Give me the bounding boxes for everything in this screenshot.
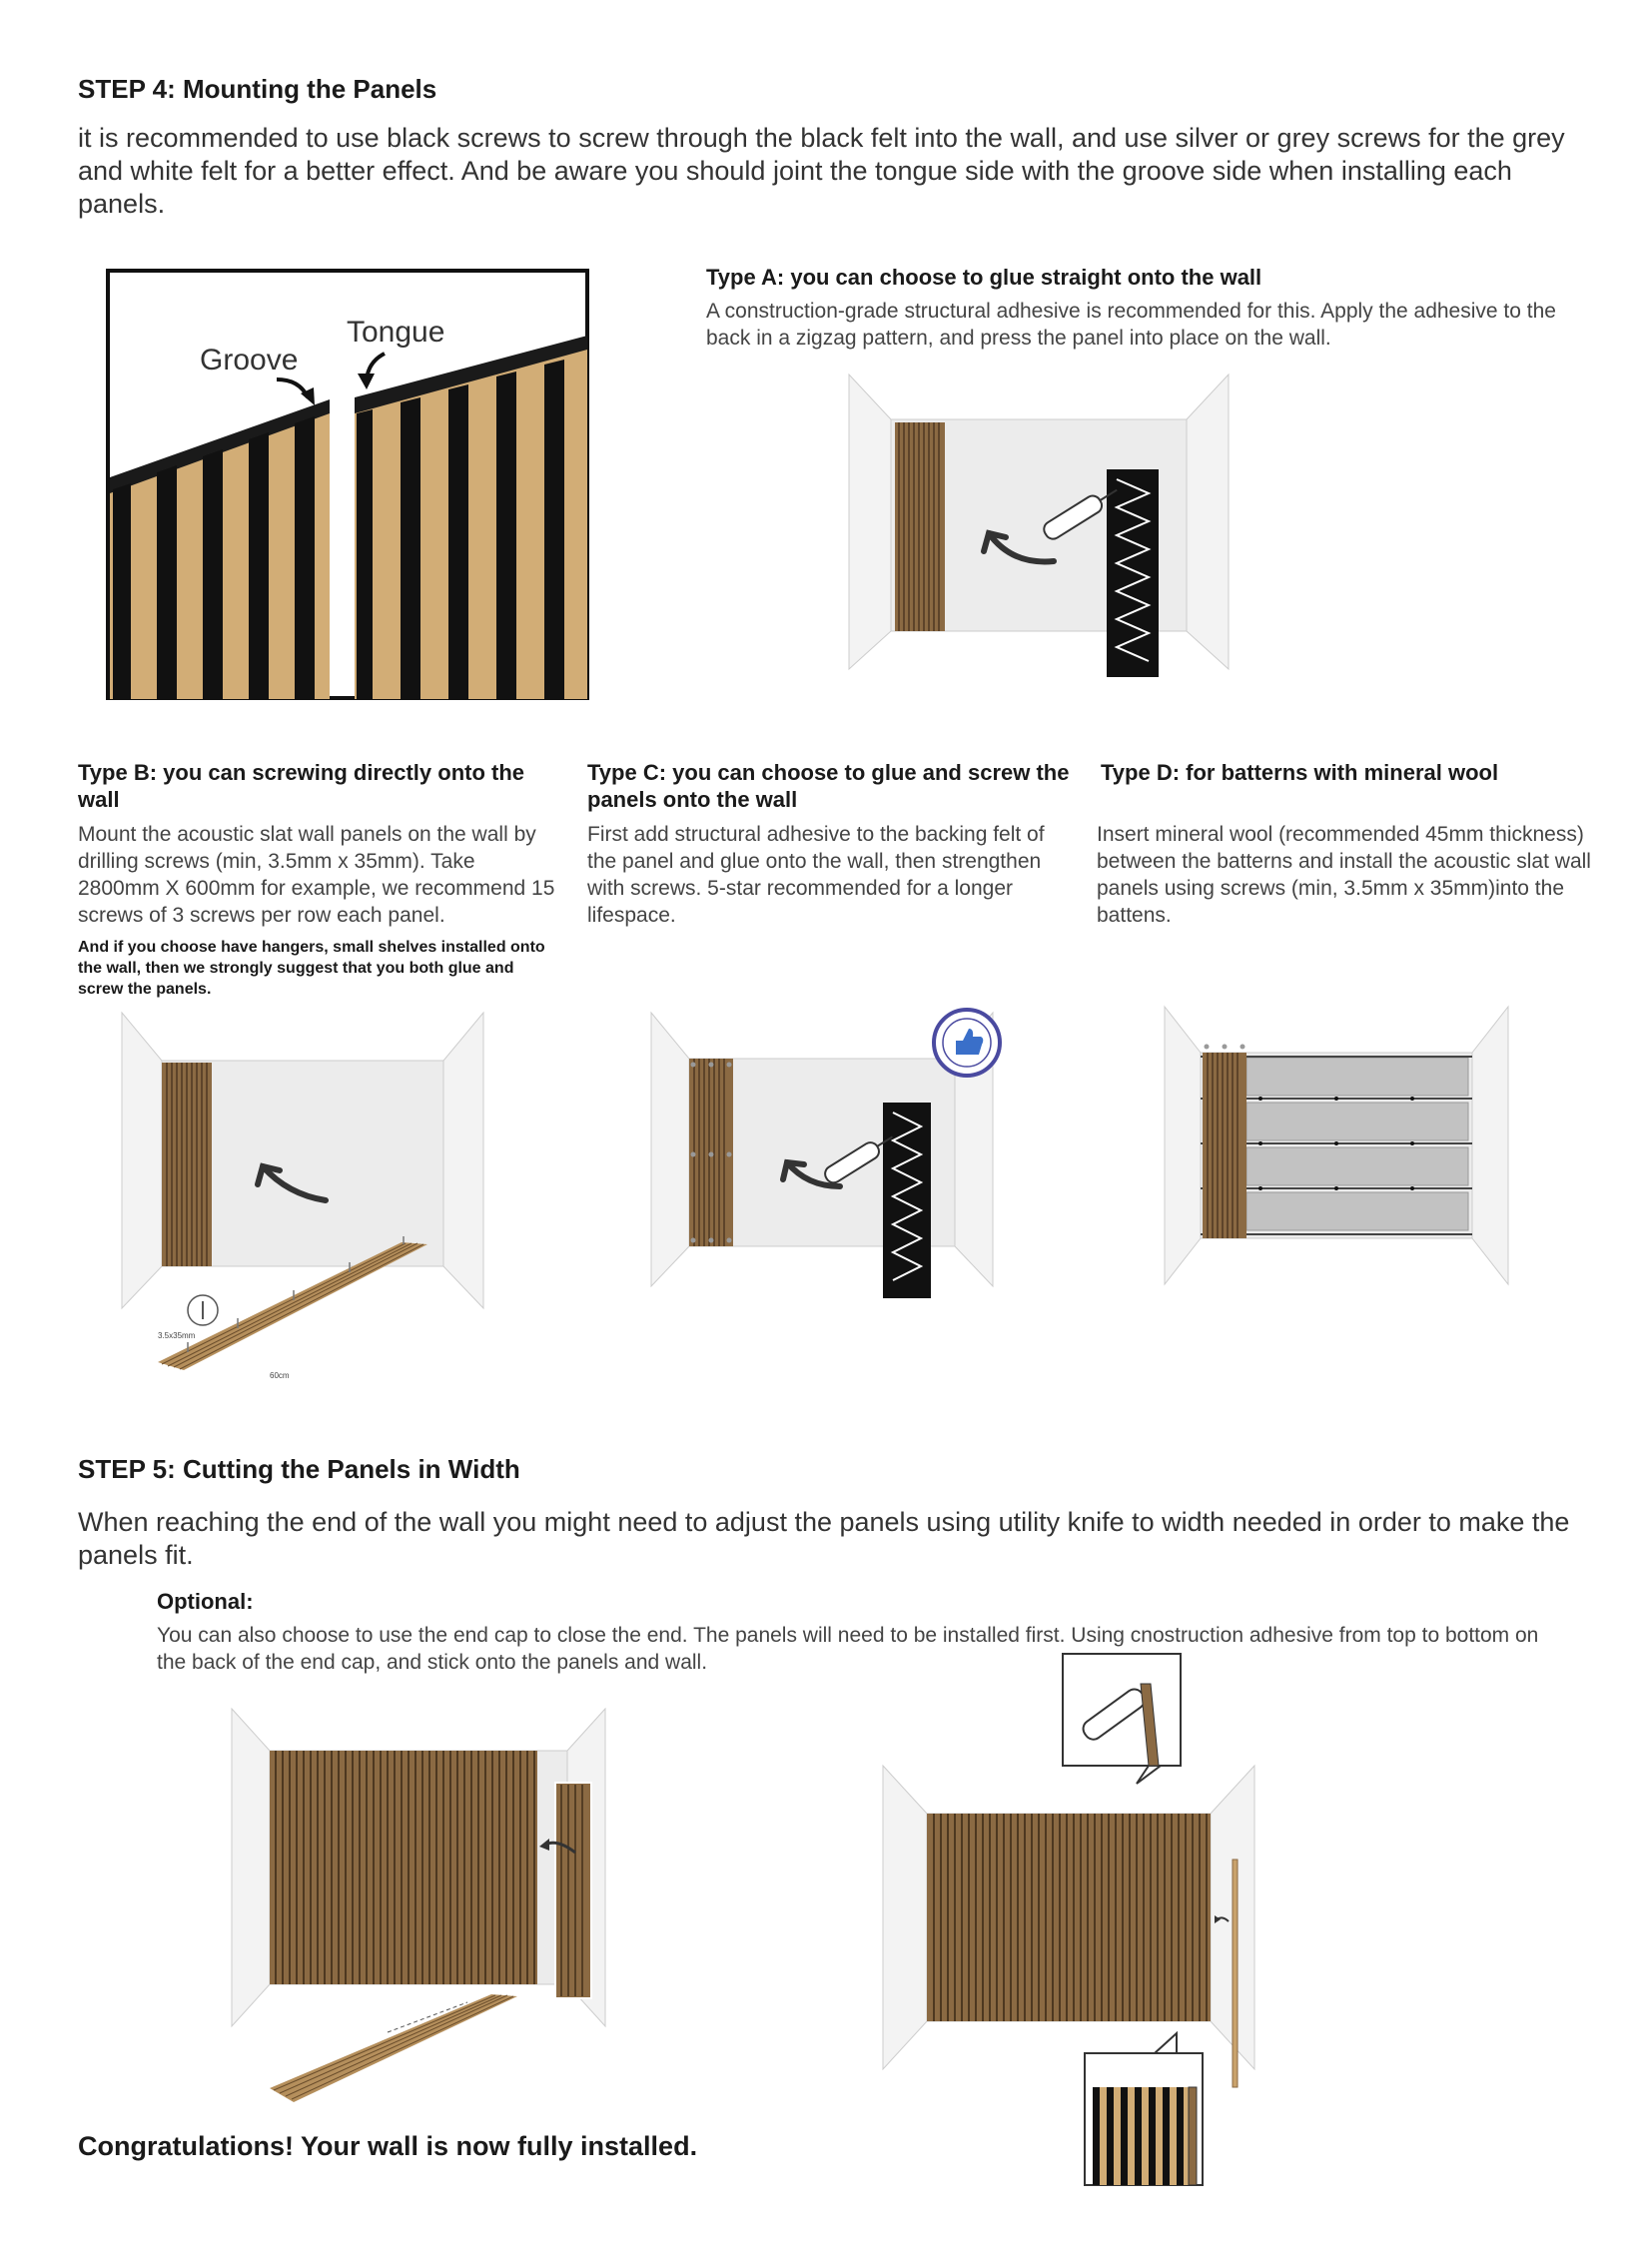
screw-size-label: 3.5x35mm [158,1331,196,1340]
step5-intro: When reaching the end of the wall you might need to adjust the panels using utility knife to width needed in order to make the panels fit. [78,1507,1570,1570]
step5-title: STEP 5: Cutting the Panels in Width [78,1454,520,1484]
type-a-text: A construction-grade structural adhesive is recommended for this. Apply the adhesive to the back in a zigzag pattern, and press the panel into place on the wall. [706,300,1556,350]
optional-title: Optional: [157,1589,254,1614]
type-b-note: And if you choose have hangers, small shelves installed onto the wall, then we strongly suggest that you both glue and screw the panels. [78,939,545,998]
type-d-title: Type D: for batterns with mineral wool [1101,760,1499,785]
type-a-title: Type A: you can choose to glue straight onto the wall [706,265,1262,290]
step4-title: STEP 4: Mounting the Panels [78,74,437,104]
tongue-groove-diagram [105,268,590,701]
type-b-text: Mount the acoustic slat wall panels on the wall by drilling screws (min, 3.5mm x 35mm). Take 2800mm X 600mm for example, we recommend 15 screws of 3 screws per row each panel. [78,823,555,927]
tongue-label: Tongue [347,316,445,349]
panel-width-label: 60cm [270,1371,290,1380]
type-c-title: Type C: you can choose to glue and screw the panels onto the wall [587,760,1070,812]
type-c-illustration [647,1005,1037,1304]
congratulations-text: Congratulations! Your wall is now fully installed. [78,2131,698,2161]
type-b-title: Type B: you can screwing directly onto the wall [78,760,525,812]
optional-text: You can also choose to use the end cap to close the end. The panels will need to be installed first. Using cnostruction adhesive from top to bottom on the back of the end cap, and stick onto the panels and wall. [157,1624,1539,1674]
type-c-text: First add structural adhesive to the backing felt of the panel and glue onto the wall, then strengthen with screws. 5-star recommended for a longer lifespace. [587,823,1045,927]
end-cap-illustration [879,1650,1258,2187]
cut-panel-illustration [228,1703,609,2112]
type-a-illustration [844,370,1234,689]
groove-label: Groove [200,344,299,376]
type-d-text: Insert mineral wool (recommended 45mm thickness) between the batterns and install the acoustic slat wall panels using screws (min, 3.5mm x 35mm)into the battens. [1097,823,1591,927]
type-b-illustration [118,1011,487,1388]
step4-intro: it is recommended to use black screws to screw through the black felt into the wall, and use silver or grey screws for the grey and white felt for a better effect. And be aware you should joint the tongue side with the groove side when installing each panels. [78,123,1565,219]
type-d-illustration [1161,1003,1512,1288]
